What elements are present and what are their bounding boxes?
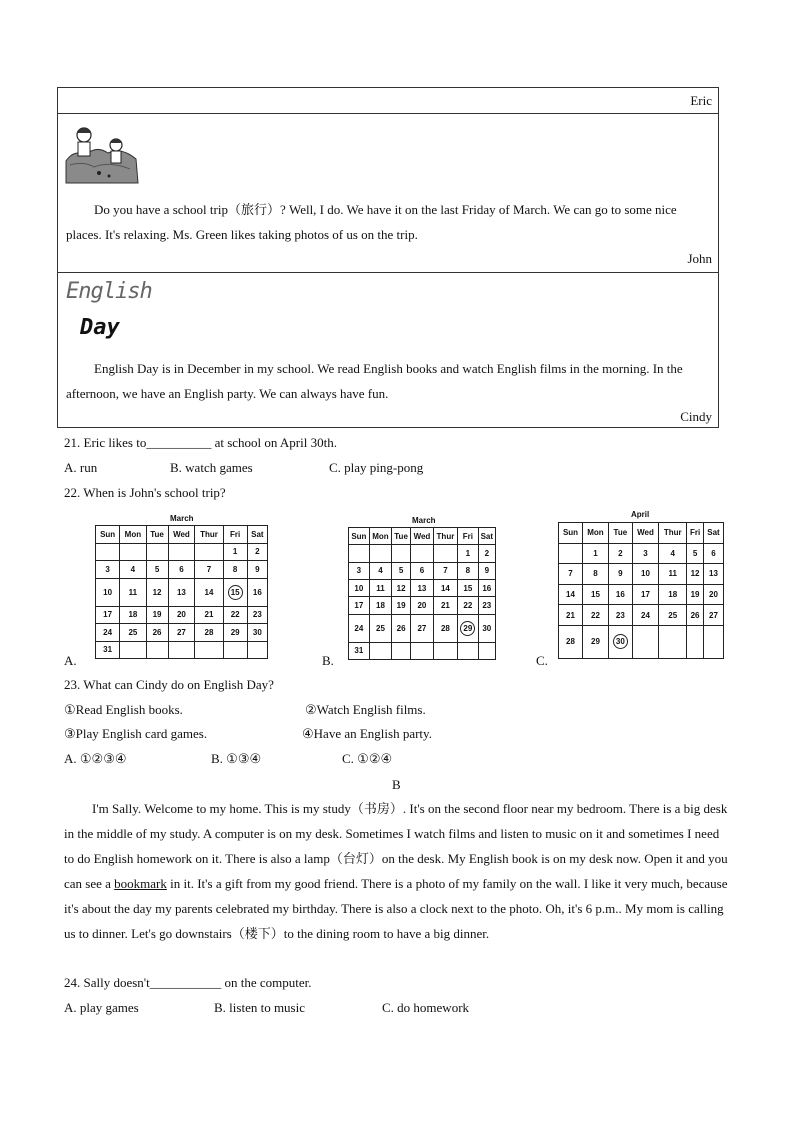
q23-item-3: ③Play English card games. [64, 726, 208, 741]
q23-option-a[interactable]: A. ①②③④ [64, 751, 127, 766]
calendar-day [478, 642, 495, 659]
calendar-week-row [96, 606, 268, 624]
calendar-c-title: April [631, 510, 650, 519]
calendar-weekday: Tue [608, 523, 632, 544]
calendar-week-row [559, 564, 724, 585]
calendar-week-row [96, 624, 268, 642]
calendar-week-row [349, 562, 496, 579]
calendar-week-row [349, 642, 496, 659]
q22-option-c[interactable]: C. [536, 653, 548, 668]
calendar-day: 15 [582, 584, 608, 605]
calendar-day: 1 [458, 545, 479, 562]
calendar-a-title: March [170, 514, 194, 523]
calendar-day: 19 [392, 597, 411, 614]
calendar-day: 26 [146, 624, 168, 642]
calendar-day: 16 [478, 580, 495, 597]
calendar-day [433, 545, 457, 562]
calendar-day: 23 [247, 606, 267, 624]
cindy-paragraph: English Day is in December in my school. We read English books and watch English films in the morning. In the afternoon, we have an English party. We can always have fun. [66, 361, 683, 401]
calendar-day: 20 [411, 597, 434, 614]
calendar-day: 24 [96, 624, 120, 642]
calendar-day [195, 641, 223, 659]
calendar-weekday-row [96, 526, 268, 544]
calendar-day: 9 [608, 564, 632, 585]
q24-question: 24. Sally doesn't___________ on the computer. [64, 975, 312, 990]
calendar-day [703, 625, 723, 658]
q23-option-c[interactable]: C. ①②④ [342, 751, 393, 766]
q22-option-b[interactable]: B. [322, 653, 334, 668]
calendar-day: 17 [349, 597, 370, 614]
calendar-day: 11 [120, 578, 146, 606]
calendar-day: 25 [120, 624, 146, 642]
passage-b-paragraph [64, 796, 730, 946]
school-trip-illustration [64, 121, 140, 185]
english-day-logo-line1: English [66, 279, 152, 304]
calendar-weekday: Fri [687, 523, 704, 544]
passage-b-text-before: I'm Sally. Welcome to my home. This is my study（书房）. It's on the second floor near my bedroom. There is a big desk in the middle of my study. A computer is on my desk. Sometimes I watch films and listen to music on it and sometimes I need to do English homework on it. There is also a lamp（台灯）on the desk. My English book is on my desk now. Open it and you can see a [64, 801, 728, 891]
cindy-box [57, 272, 719, 428]
calendar-week-row [349, 545, 496, 562]
calendar-day: 25 [659, 605, 687, 626]
q23-item-1: ①Read English books. [64, 702, 183, 717]
calendar-day [411, 545, 434, 562]
calendar-day: 29 [223, 624, 247, 642]
calendar-day [433, 642, 457, 659]
calendar-weekday: Wed [168, 526, 195, 544]
english-day-logo-line2: Day [80, 315, 120, 340]
calendar-day: 2 [478, 545, 495, 562]
calendar-week-row [559, 625, 724, 658]
calendar-day: 26 [687, 605, 704, 626]
calendar-day: 27 [168, 624, 195, 642]
calendar-weekday-row [559, 523, 724, 544]
calendar-day: 31 [96, 641, 120, 659]
calendar-day: 13 [411, 580, 434, 597]
calendar-weekday: Thur [433, 528, 457, 545]
calendar-day: 24 [349, 614, 370, 642]
calendar-day: 7 [433, 562, 457, 579]
calendar-day: 4 [369, 562, 391, 579]
calendar-weekday: Fri [458, 528, 479, 545]
calendar-day: 14 [433, 580, 457, 597]
q24-option-c[interactable]: C. do homework [382, 1000, 470, 1015]
calendar-day: 8 [458, 562, 479, 579]
calendar-day: 20 [703, 584, 723, 605]
calendar-weekday: Thur [659, 523, 687, 544]
q21-option-a[interactable]: A. run [64, 460, 98, 475]
calendar-day [659, 625, 687, 658]
eric-box [57, 87, 719, 114]
calendar-day [223, 641, 247, 659]
calendar-day [120, 543, 146, 561]
calendar-day: 13 [168, 578, 195, 606]
calendar-day: 8 [582, 564, 608, 585]
q22-option-a[interactable]: A. [64, 653, 77, 668]
calendar-day: 11 [369, 580, 391, 597]
calendar-day: 15 [458, 580, 479, 597]
calendar-day [559, 543, 583, 564]
john-paragraph: Do you have a school trip（旅行）? Well, I do. We have it on the last Friday of March. We can go to some nice places. It's relaxing. Ms. Green likes taking photos of us on the trip. [66, 202, 677, 242]
calendar-day: 20 [168, 606, 195, 624]
calendar-weekday: Mon [582, 523, 608, 544]
calendar-day [687, 625, 704, 658]
calendar-week-row [559, 584, 724, 605]
calendar-day: 26 [392, 614, 411, 642]
calendar-day: 3 [96, 561, 120, 579]
calendar-day: 16 [608, 584, 632, 605]
calendar-day-circled [458, 614, 479, 642]
calendar-day: 27 [703, 605, 723, 626]
calendar-day: 6 [411, 562, 434, 579]
calendar-weekday: Wed [411, 528, 434, 545]
calendar-day [369, 545, 391, 562]
calendar-day: 22 [458, 597, 479, 614]
english-day-logo [66, 279, 152, 349]
calendar-day: 29 [582, 625, 608, 658]
calendar-day [411, 642, 434, 659]
calendar-week-row [96, 641, 268, 659]
calendar-day: 8 [223, 561, 247, 579]
calendar-day: 12 [392, 580, 411, 597]
bookmark-word: bookmark [114, 876, 167, 891]
passage-b-text-after: in it. It's a gift from my good friend. There is a photo of my family on the wall. I like it very much, because it's about the day my parents celebrated my birthday. There is also a clock next to the photo. Oh, it's 6 p.m.. My mom is calling us to dinner. Let's go downstairs（楼下）to the dining room to have a big dinner. [64, 876, 728, 941]
calendar-day [120, 641, 146, 659]
q23-question: 23. What can Cindy do on English Day? [64, 677, 274, 692]
calendar-day [168, 641, 195, 659]
calendar-day: 5 [392, 562, 411, 579]
calendar-day: 6 [703, 543, 723, 564]
calendar-day: 28 [195, 624, 223, 642]
calendar-week-row [349, 614, 496, 642]
calendar-week-row [559, 543, 724, 564]
calendar-day [392, 545, 411, 562]
calendar-week-row [96, 543, 268, 561]
calendar-day: 18 [369, 597, 391, 614]
cindy-name: Cindy [680, 409, 712, 424]
calendar-weekday: Fri [223, 526, 247, 544]
q21-option-b[interactable]: B. watch games [170, 460, 253, 475]
calendar-day: 28 [433, 614, 457, 642]
calendar-a [95, 525, 268, 659]
circled-date: 29 [460, 621, 475, 636]
calendar-day: 23 [608, 605, 632, 626]
calendar-week-row [96, 561, 268, 579]
calendar-day: 25 [369, 614, 391, 642]
calendar-day [632, 625, 658, 658]
calendar-weekday: Tue [392, 528, 411, 545]
calendar-day-circled [223, 578, 247, 606]
calendar-day: 10 [96, 578, 120, 606]
calendar-day: 10 [349, 580, 370, 597]
calendar-day: 21 [433, 597, 457, 614]
calendar-c [558, 522, 724, 659]
calendar-day [349, 545, 370, 562]
calendar-day: 14 [195, 578, 223, 606]
calendar-day: 30 [478, 614, 495, 642]
calendar-weekday: Sun [349, 528, 370, 545]
calendar-day: 11 [659, 564, 687, 585]
calendar-day: 6 [168, 561, 195, 579]
calendar-weekday: Sat [703, 523, 723, 544]
calendar-day: 2 [608, 543, 632, 564]
calendar-day: 14 [559, 584, 583, 605]
calendar-day: 3 [632, 543, 658, 564]
calendar-week-row [349, 580, 496, 597]
calendar-day [96, 543, 120, 561]
calendar-day: 9 [247, 561, 267, 579]
john-box [57, 113, 719, 273]
calendar-day: 17 [96, 606, 120, 624]
calendar-week-row [96, 578, 268, 606]
calendar-weekday: Tue [146, 526, 168, 544]
calendar-day [168, 543, 195, 561]
john-name: John [687, 251, 712, 266]
calendar-day [195, 543, 223, 561]
calendar-weekday: Sun [96, 526, 120, 544]
calendar-day: 12 [687, 564, 704, 585]
q24-option-a[interactable]: A. play games [64, 1000, 139, 1015]
calendar-day: 24 [632, 605, 658, 626]
calendar-day: 19 [146, 606, 168, 624]
calendar-week-row [559, 605, 724, 626]
circled-date: 30 [613, 634, 628, 649]
q23-item-2: ②Watch English films. [305, 702, 426, 717]
calendar-day: 23 [478, 597, 495, 614]
calendar-day: 5 [687, 543, 704, 564]
calendar-day [392, 642, 411, 659]
calendar-day-circled [608, 625, 632, 658]
calendar-b [348, 527, 496, 660]
calendar-day: 1 [582, 543, 608, 564]
calendar-day: 22 [582, 605, 608, 626]
calendar-day [369, 642, 391, 659]
calendar-week-row [349, 597, 496, 614]
calendar-day: 22 [223, 606, 247, 624]
calendar-weekday: Mon [369, 528, 391, 545]
calendar-day: 16 [247, 578, 267, 606]
calendar-weekday: Thur [195, 526, 223, 544]
calendar-b-title: March [412, 516, 436, 525]
calendar-day [146, 543, 168, 561]
calendar-weekday-row [349, 528, 496, 545]
calendar-day: 18 [659, 584, 687, 605]
calendar-day: 17 [632, 584, 658, 605]
calendar-day: 28 [559, 625, 583, 658]
calendar-day: 19 [687, 584, 704, 605]
calendar-day: 21 [559, 605, 583, 626]
calendar-day [146, 641, 168, 659]
calendar-day: 7 [195, 561, 223, 579]
calendar-weekday: Sat [247, 526, 267, 544]
calendar-day: 1 [223, 543, 247, 561]
calendar-day: 7 [559, 564, 583, 585]
calendar-day [247, 641, 267, 659]
calendar-weekday: Sun [559, 523, 583, 544]
q23-option-b[interactable]: B. ①③④ [211, 751, 262, 766]
q24-option-b[interactable]: B. listen to music [214, 1000, 305, 1015]
calendar-day: 27 [411, 614, 434, 642]
calendar-day: 30 [247, 624, 267, 642]
calendar-day: 10 [632, 564, 658, 585]
passage-b-heading: B [392, 777, 401, 792]
q23-item-4: ④Have an English party. [302, 726, 432, 741]
q21-question: 21. Eric likes to__________ at school on April 30th. [64, 435, 337, 450]
calendar-day: 18 [120, 606, 146, 624]
calendar-day: 31 [349, 642, 370, 659]
calendar-weekday: Wed [632, 523, 658, 544]
calendar-day: 3 [349, 562, 370, 579]
calendar-day: 21 [195, 606, 223, 624]
calendar-day: 5 [146, 561, 168, 579]
calendar-day: 12 [146, 578, 168, 606]
calendar-day: 13 [703, 564, 723, 585]
calendar-day: 9 [478, 562, 495, 579]
calendar-day: 4 [120, 561, 146, 579]
calendar-day: 2 [247, 543, 267, 561]
q21-option-c[interactable]: C. play ping-pong [329, 460, 424, 475]
calendar-day: 4 [659, 543, 687, 564]
calendar-day [458, 642, 479, 659]
eric-name: Eric [690, 93, 712, 108]
circled-date: 15 [228, 585, 243, 600]
calendar-weekday: Mon [120, 526, 146, 544]
calendar-weekday: Sat [478, 528, 495, 545]
q22-question: 22. When is John's school trip? [64, 485, 226, 500]
